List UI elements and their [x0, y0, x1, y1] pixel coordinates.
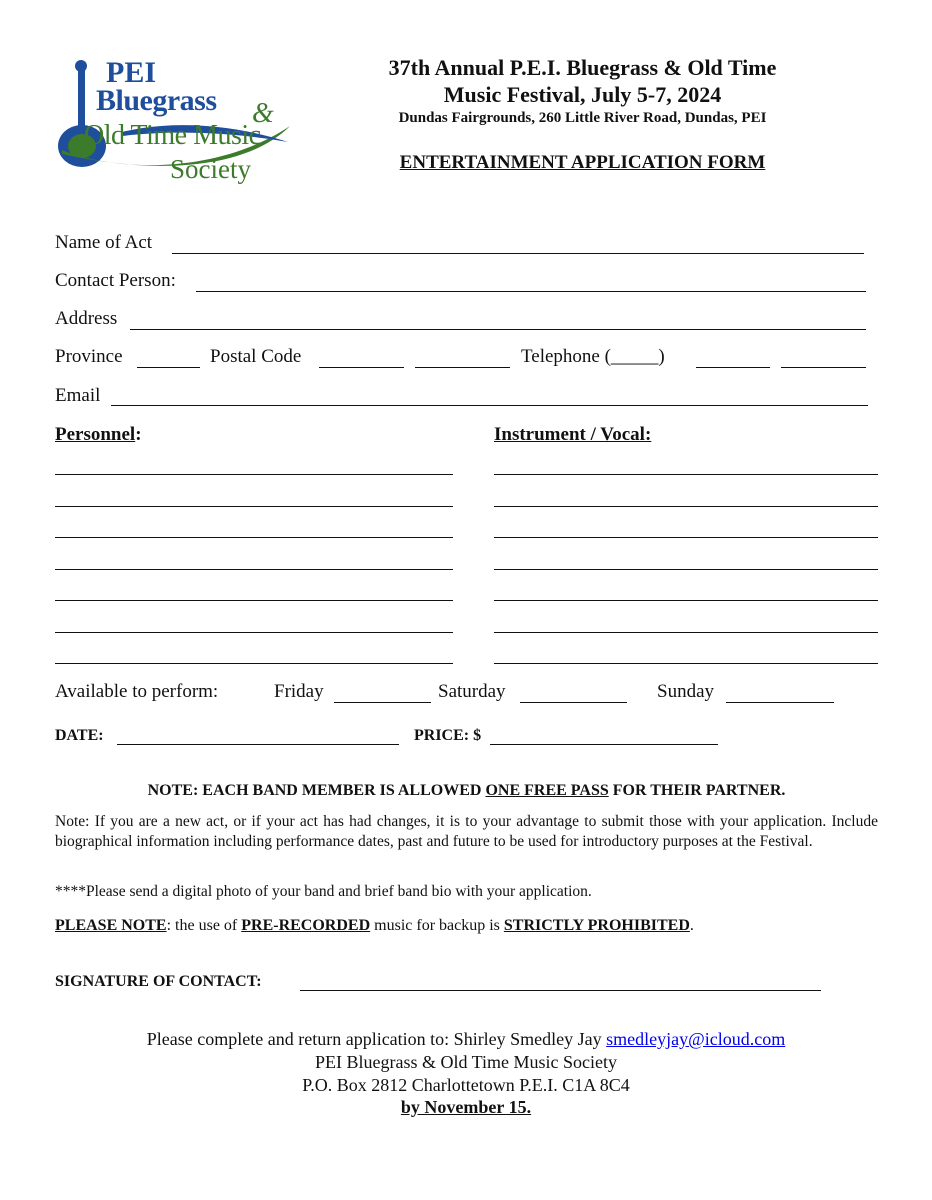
saturday-field[interactable] [520, 702, 627, 703]
saturday-label: Saturday [438, 681, 506, 702]
free-pass-note-c: FOR THEIR PARTNER. [608, 782, 786, 799]
free-pass-note [55, 782, 878, 800]
personnel-line-3[interactable] [55, 537, 453, 538]
postal-code-field-1[interactable] [319, 367, 404, 368]
logo-text-old-time-music: Old Time Music [84, 120, 261, 151]
footer-address: P.O. Box 2812 Charlottetown P.E.I. C1A 8C4 [302, 1075, 630, 1095]
festival-title-line1: 37th Annual P.E.I. Bluegrass & Old Time [388, 55, 777, 80]
please-note-b: : the use of [166, 917, 242, 934]
footer-deadline: by November 15. [400, 1097, 532, 1117]
personnel-line-7[interactable] [55, 663, 453, 664]
free-pass-note-a: NOTE: EACH BAND MEMBER IS ALLOWED [147, 782, 486, 799]
telephone-field-1[interactable] [696, 367, 770, 368]
logo-text-bluegrass: Bluegrass [96, 84, 217, 117]
personnel-heading-text: Personnel [55, 424, 136, 445]
sunday-field[interactable] [726, 702, 834, 703]
new-act-note: Note: If you are a new act, or if your act has had changes, it is to your advantage to submit those with your application. Include biographical information including performance dates, past and future to be used for introductory purposes at the Festival. [55, 813, 878, 850]
personnel-line-5[interactable] [55, 600, 453, 601]
name-of-act-label: Name of Act [55, 232, 153, 253]
footer-return-text: Please complete and return application to: Shirley Smedley Jay [146, 1029, 607, 1049]
address-label: Address [55, 308, 118, 329]
logo-text-ampersand: & [252, 98, 274, 129]
instrument-line-7[interactable] [494, 663, 878, 664]
price-field[interactable] [490, 744, 718, 745]
prerecorded-emphasis: PRE-RECORDED [241, 917, 371, 934]
personnel-line-2[interactable] [55, 506, 453, 507]
footer-email-link[interactable]: smedleyjay@icloud.com [606, 1029, 786, 1049]
instrument-line-5[interactable] [494, 600, 878, 601]
please-note-c: music for backup is [370, 917, 504, 934]
logo-text-society: Society [170, 154, 251, 184]
date-label: DATE: [55, 727, 104, 744]
photo-note: ****Please send a digital photo of your band and brief band bio with your application. [55, 883, 592, 900]
available-label: Available to perform: [55, 681, 219, 702]
instrument-line-1[interactable] [494, 474, 878, 475]
personnel-heading-colon: : [135, 424, 142, 445]
signature-label: SIGNATURE OF CONTACT: [55, 973, 262, 990]
personnel-line-4[interactable] [55, 569, 453, 570]
prerecorded-note [55, 917, 694, 935]
friday-label: Friday [274, 681, 324, 702]
postal-code-field-2[interactable] [415, 367, 510, 368]
footer-return-line [0, 1029, 932, 1050]
name-of-act-field[interactable] [172, 253, 864, 254]
logo-text-pei: PEI [106, 56, 157, 89]
please-note-emphasis: PLEASE NOTE [55, 917, 167, 934]
signature-field[interactable] [300, 990, 821, 991]
personnel-line-1[interactable] [55, 474, 453, 475]
date-field[interactable] [117, 744, 399, 745]
contact-person-label: Contact Person: [55, 270, 176, 291]
instrument-heading: Instrument / Vocal: [494, 424, 652, 445]
personnel-heading [55, 424, 142, 446]
price-label: PRICE: $ [414, 727, 482, 744]
telephone-field-2[interactable] [781, 367, 866, 368]
email-label: Email [55, 385, 101, 406]
free-pass-note-b: ONE FREE PASS [485, 782, 609, 799]
province-field[interactable] [137, 367, 200, 368]
form-title: ENTERTAINMENT APPLICATION FORM [399, 152, 766, 173]
personnel-line-6[interactable] [55, 632, 453, 633]
festival-title-line2: Music Festival, July 5-7, 2024 [443, 82, 722, 107]
footer-society: PEI Bluegrass & Old Time Music Society [314, 1052, 617, 1072]
friday-field[interactable] [334, 702, 431, 703]
festival-location: Dundas Fairgrounds, 260 Little River Road, Dundas, PEI [398, 110, 767, 126]
telephone-label: Telephone (_____) [521, 346, 665, 367]
sunday-label: Sunday [657, 681, 714, 702]
instrument-line-4[interactable] [494, 569, 878, 570]
please-note-period: . [689, 917, 694, 934]
contact-person-field[interactable] [196, 291, 866, 292]
postal-code-label: Postal Code [210, 346, 302, 367]
email-field[interactable] [111, 405, 868, 406]
prohibited-emphasis: STRICTLY PROHIBITED [503, 917, 690, 934]
society-logo [52, 54, 300, 194]
province-label: Province [55, 346, 123, 367]
instrument-line-2[interactable] [494, 506, 878, 507]
instrument-line-3[interactable] [494, 537, 878, 538]
instrument-line-6[interactable] [494, 632, 878, 633]
address-field[interactable] [130, 329, 866, 330]
